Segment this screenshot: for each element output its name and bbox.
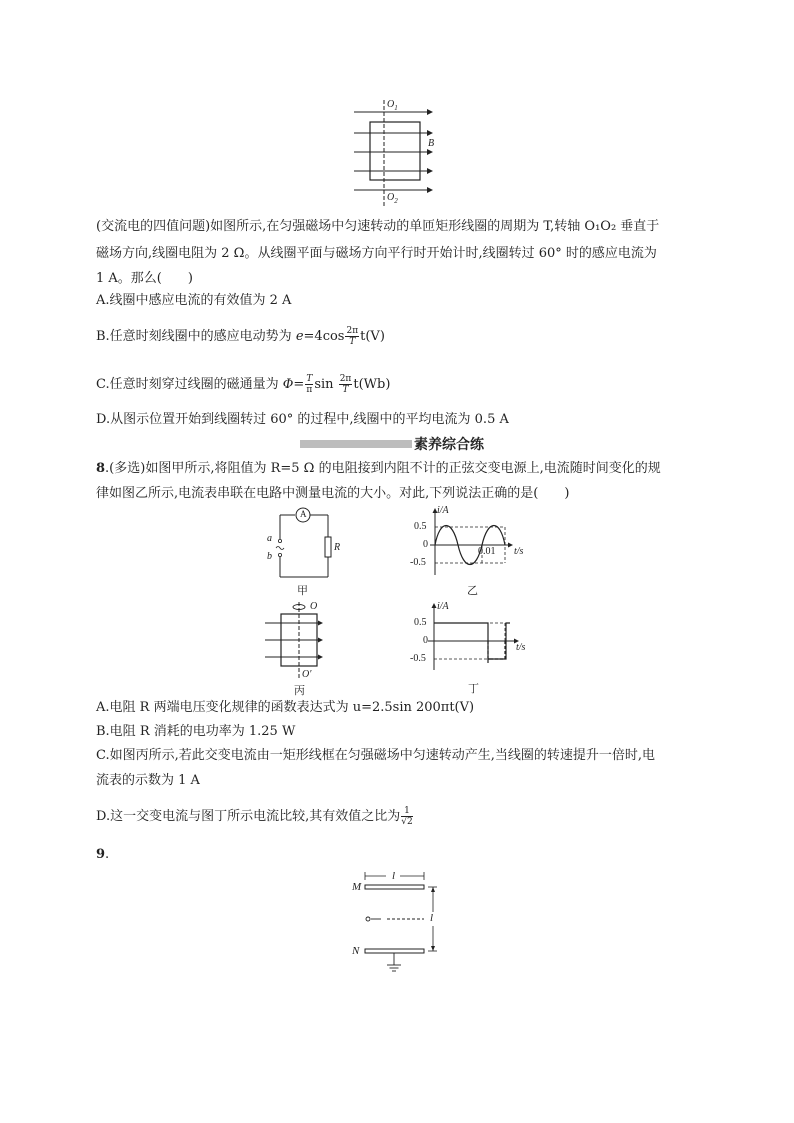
q7-o1-sub: 1: [394, 104, 398, 112]
q7-stem-line2: 磁场方向,线圈电阻为 2 Ω。从线圈平面与磁场方向平行时开始计时,线圈转过 60° 时的感应电流为: [96, 246, 657, 261]
q7-option-b-den: T: [349, 337, 356, 347]
q7-option-c-post: t(Wb): [353, 377, 391, 392]
q8-resistor-label: R: [334, 542, 341, 553]
q7-option-c-den2: T: [342, 385, 349, 395]
q8-yi-x-tick: 0.01: [478, 546, 496, 557]
q8-option-d-den: √2: [401, 817, 413, 827]
q8-jia-caption: 甲: [297, 585, 308, 597]
q7-option-d: D.从图示位置开始到线圈转过 60° 的过程中,线圈中的平均电流为 0.5 A: [96, 412, 509, 427]
q8-option-c-line2: 流表的示数为 1 A: [96, 773, 200, 788]
q7-option-b-pre: B.任意时刻线圈中的感应电动势为: [96, 329, 296, 344]
q8-terminal-b: b: [267, 551, 272, 562]
section-title-bar: [300, 440, 412, 448]
q8-yi-y-zero: 0: [423, 539, 428, 550]
q7-option-b-fraction: [345, 326, 359, 347]
q8-option-d: [96, 806, 414, 827]
q9-plate-n-label: N: [352, 945, 360, 957]
q8-yi-xlabel: t/s: [514, 546, 524, 557]
q8-yi-y-neg: -0.5: [410, 557, 426, 568]
q8-stem-line1: [96, 460, 661, 478]
q8-option-c-line1: C.如图丙所示,若此交变电流由一矩形线框在匀强磁场中匀速转动产生,当线圈的转速提升一倍时,电: [96, 748, 656, 763]
q7-stem-line1: (交流电的四值问题)如图所示,在匀强磁场中匀速转动的单匝矩形线圈的周期为 T,转轴 O₁O₂ 垂直于: [96, 219, 660, 234]
q8-ammeter-label: A: [300, 509, 307, 519]
section-title: 素养综合练: [414, 437, 484, 453]
q8-ding-caption: 丁: [468, 683, 479, 695]
q8-yi-y-pos: 0.5: [414, 521, 427, 532]
q7-option-b-e: e: [295, 329, 304, 344]
q8-ding-xlabel: t/s: [516, 642, 526, 653]
q7-option-b-eq: =4cos: [303, 329, 345, 344]
q9-length-label-side: l: [430, 912, 434, 924]
q7-option-c-den1: π: [306, 385, 313, 395]
q8-option-b: B.电阻 R 消耗的电功率为 1.25 W: [96, 724, 296, 739]
q8-stem-line1-text: .(多选)如图甲所示,将阻值为 R=5 Ω 的电阻接到内阻不计的正弦交变电源上,电流随时间变化的规: [105, 461, 661, 476]
q7-option-c-sin: sin: [314, 377, 334, 392]
q7-o2-label: O: [387, 192, 395, 203]
q7-stem-line3: 1 A。那么( ): [96, 271, 193, 286]
q8-sine-graph: [400, 505, 530, 580]
q7-option-c-num1: T: [306, 374, 313, 384]
q7-b-label: B: [428, 138, 435, 149]
q8-yi-ylabel: i/A: [437, 505, 449, 516]
q7-option-c-phi: Φ: [282, 377, 294, 392]
q9-heading: [96, 846, 109, 864]
q7-o1-label: O: [387, 99, 395, 110]
q7-option-c: [96, 374, 390, 395]
q8-option-d-fraction: [401, 806, 412, 827]
q7-option-c-fraction2: [339, 374, 353, 395]
q9-plate-m-label: M: [352, 881, 362, 893]
q8-ding-y-zero: 0: [423, 635, 428, 646]
q8-ding-y-pos: 0.5: [414, 617, 427, 628]
q8-option-a: A.电阻 R 两端电压变化规律的函数表达式为 u=2.5sin 200πt(V): [96, 700, 475, 715]
q8-ding-ylabel: i/A: [437, 601, 449, 612]
q8-bing-o-top: O: [310, 601, 318, 612]
q9-suffix: .: [105, 847, 110, 862]
q7-option-c-fraction1: [305, 374, 313, 395]
q8-ding-y-neg: -0.5: [410, 653, 426, 664]
q8-terminal-a: a: [267, 533, 272, 544]
q7-option-c-pre: C.任意时刻穿过线圈的磁通量为: [96, 377, 283, 392]
q8-option-d-num: 1: [401, 806, 412, 817]
q8-bing-o-bottom: O′: [302, 669, 312, 680]
q7-option-a: A.线圈中感应电流的有效值为 2 A: [96, 293, 292, 308]
q8-option-d-pre: D.这一交变电流与图丁所示电流比较,其有效值之比为: [96, 809, 401, 824]
q7-option-c-eq: =: [293, 377, 305, 392]
q9-number: 9: [96, 847, 106, 862]
q8-bing-caption: 丙: [294, 685, 305, 697]
q8-yi-caption: 乙: [467, 585, 478, 597]
q8-stem-line2: 律如图乙所示,电流表串联在电路中测量电流的大小。对此,下列说法正确的是( ): [96, 486, 570, 501]
q7-option-c-num2: 2π: [339, 374, 352, 384]
q8-number: 8: [96, 461, 106, 476]
q7-option-b-post: t(V): [360, 329, 385, 344]
q7-o2-sub: 2: [394, 197, 398, 205]
q7-option-b-num: 2π: [346, 326, 359, 336]
q7-option-b: [96, 326, 385, 347]
q9-length-label-top: l: [392, 870, 396, 882]
q9-plates-diagram: [350, 866, 450, 981]
